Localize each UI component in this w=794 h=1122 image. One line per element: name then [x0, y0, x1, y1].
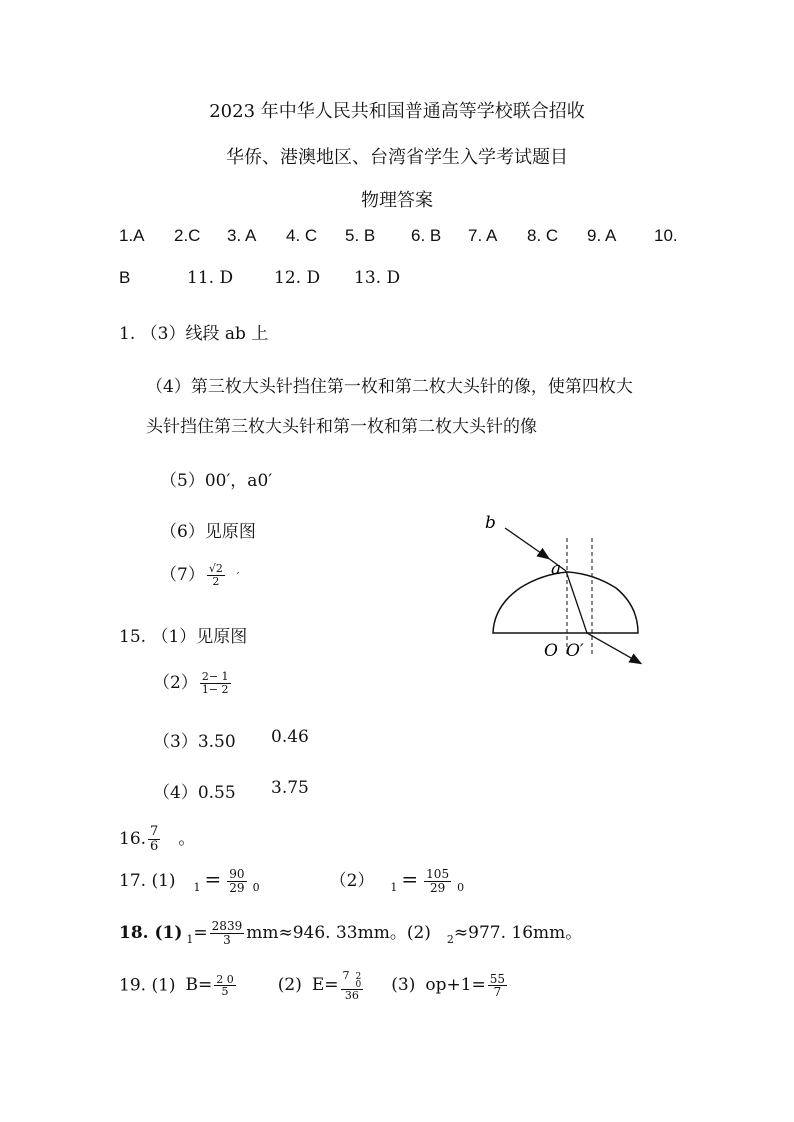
- q19-e-numerator-group: [341, 970, 364, 990]
- title-line-1: 2023 年中华人民共和国普通高等学校联合招收: [209, 101, 585, 122]
- q19-e-sup-sub: 0: [355, 980, 362, 991]
- q15-part2-label: （2）: [153, 673, 198, 693]
- q17-answer: [119, 866, 464, 895]
- q16-answer: [119, 824, 195, 854]
- q14-part4-line1: （4）第三枚大头针挡住第一枚和第二枚大头针的像，使第四枚大: [146, 377, 633, 397]
- q18-denominator: 3: [223, 933, 231, 947]
- q14-part7-denominator: 2: [212, 575, 220, 588]
- mc-answer-9: 9. A: [587, 226, 617, 245]
- q17-sub2: 1: [390, 881, 398, 894]
- q15-part2-denominator: 1− 2: [201, 683, 229, 696]
- q18-answer: [119, 918, 582, 947]
- q14-part7-numerator: √2: [208, 562, 223, 576]
- q16-numerator: 7: [150, 824, 159, 840]
- q19-c-denominator: 7: [493, 985, 502, 1000]
- q15-part1: 15. （1）见原图: [119, 627, 248, 647]
- q17-tail2: 0: [457, 881, 465, 894]
- label-O: O: [544, 641, 558, 661]
- q17-fraction1: [227, 868, 246, 894]
- refraction-diagram: [480, 508, 650, 668]
- q17-num2: 105: [426, 867, 450, 882]
- q17-label2: （2）: [329, 871, 375, 891]
- q14-part6: （6）见原图: [160, 522, 256, 542]
- q15-part3-value: 0.46: [271, 727, 309, 747]
- q16-tail: 。: [178, 829, 196, 849]
- title-line-2: 华侨、港澳地区、台湾省学生入学考试题目: [226, 147, 568, 168]
- q18-fraction: [210, 920, 245, 946]
- q19-e-denominator: 36: [344, 989, 359, 1003]
- q18-sub1: 1: [186, 933, 194, 946]
- q19-c-numerator: 55: [489, 971, 506, 986]
- q15-part2-fraction: [200, 671, 231, 695]
- mc-answer-7: 7. A: [468, 226, 498, 245]
- q14-part4-line2: 头针挡住第三枚大头针和第一枚和第二枚大头针的像: [146, 417, 537, 437]
- q19-c-prefix: op+1=: [425, 975, 486, 996]
- q18-tail2: ≈977. 16mm。: [453, 923, 583, 943]
- q14-part7: [160, 560, 239, 588]
- q19-b-numerator: 2 0: [216, 972, 234, 986]
- q19-e-sup: 2: [355, 972, 362, 982]
- q19-b-fraction: [214, 974, 236, 998]
- q17-eq1: =: [204, 867, 222, 891]
- q14-part7-label: （7）: [160, 565, 205, 585]
- q19-b-denominator: 5: [221, 985, 229, 999]
- q17-den1: 29: [229, 881, 245, 895]
- q19-label3: (3): [391, 975, 416, 996]
- q19-e-power: [356, 973, 362, 989]
- q15-part3: （3）3.50: [153, 732, 236, 752]
- mc-answer-1: 1.A: [119, 226, 145, 245]
- q15-part4-value: 3.75: [271, 778, 309, 798]
- mc-answer-10: 10.: [654, 226, 678, 245]
- q17-eq2: =: [401, 867, 419, 891]
- mc-answer-10-value: B: [119, 268, 131, 287]
- q17-fraction2: [424, 868, 451, 894]
- q16-label: 16.: [119, 829, 147, 849]
- q17-sub1: 1: [193, 881, 201, 894]
- q19-c-fraction: [488, 973, 507, 999]
- q15-part4: （4）0.55: [153, 783, 236, 803]
- mc-answer-5: 5. B: [345, 226, 376, 245]
- q14-part7-fraction: [207, 563, 225, 587]
- q14-part5: （5）00′，a0′: [160, 471, 273, 491]
- mc-answer-12: 12. D: [274, 268, 321, 288]
- q17-label: 17. (1): [119, 871, 176, 891]
- q14-part7-mark: ′: [236, 570, 240, 583]
- q16-fraction: [148, 825, 160, 853]
- q15-part2: [153, 668, 233, 696]
- q17-num1: 90: [229, 867, 245, 882]
- exit-ray: [587, 633, 640, 663]
- q18-eq: =: [193, 923, 208, 943]
- q19-e-fraction: [341, 970, 364, 1002]
- label-a: a: [551, 559, 562, 579]
- q14-part3: 1. （3）线段 ab 上: [119, 324, 269, 344]
- q19-e-prefix: E=: [311, 975, 339, 996]
- mc-answer-8: 8. C: [527, 226, 559, 245]
- q19-label: 19. (1): [119, 975, 176, 996]
- incident-ray: [505, 528, 548, 558]
- refracted-ray: [566, 571, 587, 633]
- mc-answer-2: 2.C: [174, 226, 201, 245]
- label-O-prime: O′: [566, 641, 584, 661]
- q18-tail1: mm≈946. 33mm。(2): [246, 923, 431, 943]
- q19-b-prefix: B=: [185, 975, 213, 996]
- label-b: b: [485, 513, 496, 533]
- q19-e-numerator: 7: [342, 969, 350, 982]
- q18-numerator: 2839: [211, 919, 243, 934]
- mc-answer-11: 11. D: [187, 268, 234, 288]
- mc-answer-3: 3. A: [227, 226, 257, 245]
- mc-answer-6: 6. B: [411, 226, 442, 245]
- mc-answer-4: 4. C: [286, 226, 318, 245]
- q17-tail1: 0: [252, 881, 260, 894]
- mc-answer-13: 13. D: [354, 268, 401, 288]
- q17-den2: 29: [429, 881, 446, 895]
- title-line-3: 物理答案: [361, 190, 433, 211]
- semicircle-glass: [493, 572, 638, 633]
- q19-answer: [119, 970, 509, 1002]
- q19-label2: (2): [277, 975, 302, 996]
- q18-label: 18. (1): [119, 923, 183, 943]
- q18-sub2: 2: [446, 933, 454, 946]
- q16-denominator: 6: [150, 839, 159, 854]
- q15-part2-numerator: 2− 1: [201, 670, 229, 684]
